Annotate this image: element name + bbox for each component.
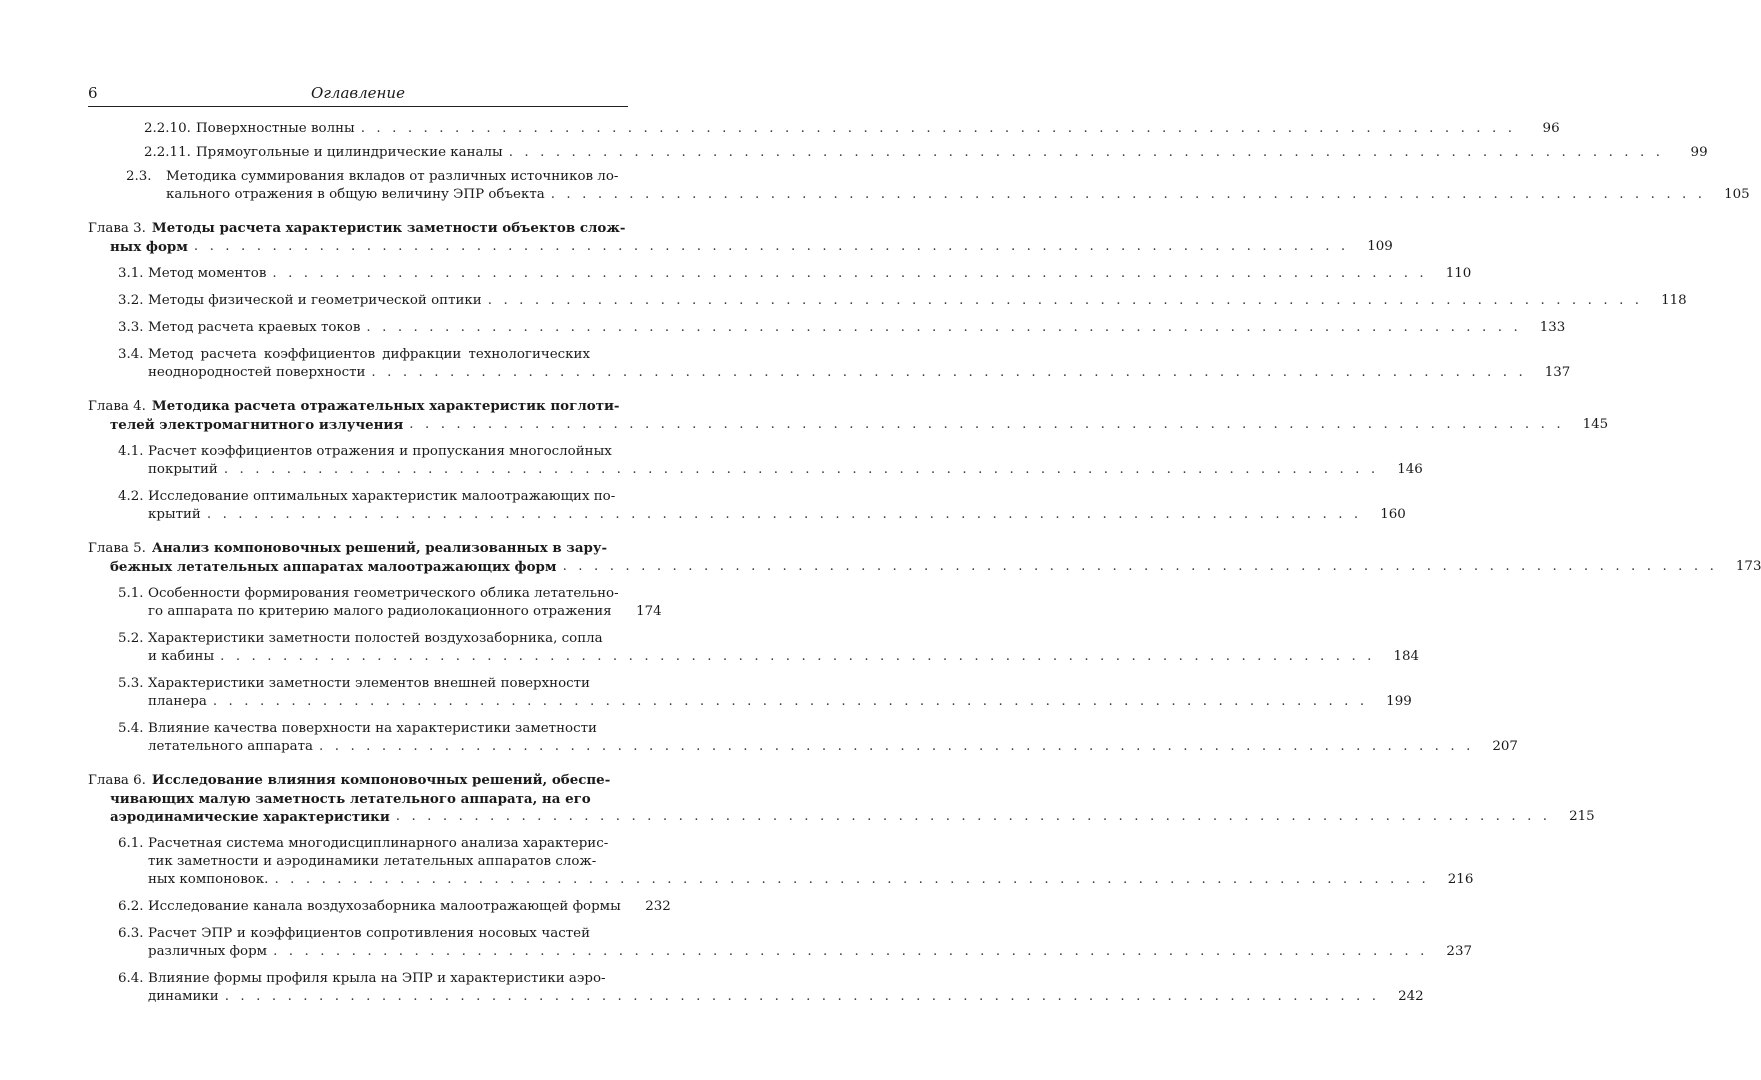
entry-line: Исследование оптимальных характеристик малоотражающих по-	[148, 489, 616, 504]
entry-title: ных форм	[110, 239, 188, 255]
leader-dots: . . . . . . . . . . . . . . . . . . . . . . . . . . . . . . . . . . . . . . . . . . . . . . . . . . . . . . . . . . . . . . . . . . . . . . . . . .	[193, 239, 1349, 254]
entry-last-line	[148, 319, 1566, 337]
entry-page[interactable]: 216	[1447, 872, 1474, 887]
entry-line	[88, 219, 628, 238]
entry-number: 6.2.	[118, 899, 144, 914]
entry-page[interactable]: 99	[1690, 145, 1708, 160]
entry-page[interactable]: 184	[1393, 649, 1420, 664]
entry-last-line	[196, 144, 1708, 162]
entry-title: различных форм	[148, 944, 268, 959]
entry-title: неоднородностей поверхности	[148, 365, 366, 380]
entry-number: 3.4.	[118, 347, 144, 362]
entry-page[interactable]: 109	[1367, 239, 1393, 254]
entry-line: чивающих малую заметность летательного аппарата, на его	[110, 791, 591, 807]
leader-dots: . . . . . . . . . . . . . . . . . . . . . . . . . . . . . . . . . . . . . . . . . . . . . . . . . . . . . . . . . . . . . . . . . . . . . . . . . .	[562, 559, 1718, 574]
chapter-entry[interactable]	[88, 397, 1609, 434]
entry-last-line	[148, 871, 1474, 889]
toc-entry[interactable]	[88, 898, 671, 916]
toc-entry[interactable]	[88, 120, 1560, 138]
entry-line	[88, 539, 628, 558]
leader-dots: . . . . . . . . . . . . . . . . . . . . . . . . . . . . . . . . . . . . . . . . . . . . . . . . . . . . . . . . . . . . . . . . . . . . . . . . . .	[274, 872, 1430, 887]
leader-dots: . . . . . . . . . . . . . . . . . . . . . . . . . . . . . . . . . . . . . . . . . . . . . . . . . . . . . . . . . . . . . . . . . . . . . . . . . .	[508, 145, 1664, 160]
leader-dots: . . . . . . . . . . . . . . . . . . . . . . . . . . . . . . . . . . . . . . . . . . . . . . . . . . . . . . . . . . . . . . . . . . . . . . . . . .	[395, 809, 1551, 824]
entry-line: Расчетная система многодисциплинарного анализа характерис-	[148, 836, 609, 851]
chapter-label: Глава 3.	[88, 221, 146, 236]
entry-number: 2.2.11.	[144, 145, 191, 160]
chapter-label: Глава 5.	[88, 541, 146, 556]
entry-number: 4.1.	[118, 444, 144, 459]
entry-number: 6.3.	[118, 926, 144, 941]
leader-dots: . . . . . . . . . . . . . . . . . . . . . . . . . . . . . . . . . . . . . . . . . . . . . . . . . . . . . . . . . . . . . . . . . . . . . . . . . .	[212, 694, 1368, 709]
entry-line: Метод расчета коэффициентов дифракции технологических	[148, 347, 590, 362]
leader-dots: . . . . . . . . . . . . . . . . . . . . . . . . . . . . . . . . . . . . . . . . . . . . . . . . . . . . . . . . . . . . . . . . . . . . . . . . . .	[360, 121, 1516, 136]
leader-dots: . . . . . . . . . . . . . . . . . . . . . . . . . . . . . . . . . . . . . . . . . . . . . . . . . . . . . . . . . . . . . . . . . . . . . . . . . .	[206, 507, 1362, 522]
entry-title: летательного аппарата	[148, 739, 314, 754]
entry-page[interactable]: 232	[645, 899, 671, 914]
entry-line	[88, 397, 628, 416]
entry-number: 2.2.10.	[144, 121, 191, 136]
toc-entry[interactable]	[88, 144, 1708, 162]
entry-line: Расчет коэффициентов отражения и пропускания многослойных	[148, 444, 612, 459]
entry-last-line	[148, 898, 671, 916]
entry-last-line	[110, 238, 1393, 256]
entry-number: 6.4.	[118, 971, 144, 986]
chapter-title: Исследование влияния компоновочных решений, обеспе-	[151, 772, 611, 788]
entry-page[interactable]: 199	[1386, 694, 1412, 709]
leader-dots: . . . . . . . . . . . . . . . . . . . . . . . . . . . . . . . . . . . . . . . . . . . . . . . . . . . . . . . . . . . . . . . . . . . . . . . . . .	[223, 462, 1379, 477]
entry-last-line	[148, 738, 1518, 756]
entry-title: аэродинамические характеристики	[110, 809, 390, 825]
entry-page[interactable]: 160	[1380, 507, 1406, 522]
page-number: 6	[88, 84, 98, 102]
toc-entry[interactable]	[88, 443, 1423, 479]
entry-page[interactable]: 133	[1539, 320, 1566, 335]
entry-last-line	[110, 558, 1761, 576]
entry-number: 4.2.	[118, 489, 144, 504]
entry-last-line	[148, 506, 1406, 524]
toc-entry[interactable]	[88, 835, 1474, 889]
entry-line: Влияние качества поверхности на характеристики заметности	[148, 721, 597, 736]
entry-page[interactable]: 110	[1445, 266, 1472, 281]
entry-number: 5.3.	[118, 676, 144, 691]
leader-dots: . . . . . . . . . . . . . . . . . . . . . . . . . . . . . . . . . . . . . . . . . . . . . . . . . . . . . . . . . . . . . . . . . . . . . . . . . .	[272, 266, 1428, 281]
entry-line: Характеристики заметности полостей воздухозаборника, сопла	[148, 631, 603, 646]
toc-entry[interactable]	[88, 265, 1472, 283]
chapter-entry[interactable]	[88, 539, 1761, 576]
entry-last-line	[148, 265, 1472, 283]
chapter-title: Методика расчета отражательных характеристик поглоти-	[151, 398, 620, 414]
toc-entry[interactable]	[88, 168, 1750, 204]
entry-page[interactable]: 207	[1492, 739, 1518, 754]
entry-line: Особенности формирования геометрического облика летательно-	[148, 586, 619, 601]
toc-entry[interactable]	[88, 720, 1518, 756]
entry-title: планера	[148, 694, 207, 709]
entry-last-line	[148, 364, 1571, 382]
entry-last-line	[148, 292, 1687, 310]
toc-entry[interactable]	[88, 675, 1412, 711]
chapter-title-cont	[88, 558, 1761, 576]
entry-title: бежных летательных аппаратах малоотражающих форм	[110, 559, 557, 575]
toc-entry[interactable]	[88, 970, 1424, 1006]
chapter-title-cont	[88, 790, 1595, 826]
entry-title: крытий	[148, 507, 201, 522]
entry-last-line	[196, 120, 1560, 138]
running-title: Оглавление	[311, 84, 405, 102]
entry-number: 5.2.	[118, 631, 144, 646]
chapter-title: Методы расчета характеристик заметности объектов слож-	[151, 220, 626, 236]
entry-line: Методика суммирования вкладов от различных источников ло-	[166, 169, 619, 184]
toc-entry[interactable]	[88, 488, 1406, 524]
chapter-label: Глава 6.	[88, 773, 146, 788]
page-header	[88, 84, 628, 107]
entry-number: 3.1.	[118, 266, 144, 281]
leader-dots: . . . . . . . . . . . . . . . . . . . . . . . . . . . . . . . . . . . . . . . . . . . . . . . . . . . . . . . . . . . . . . . . . . . . . . . . . .	[220, 649, 1376, 664]
entry-title: телей электромагнитного излучения	[110, 417, 404, 433]
entry-number: 3.3.	[118, 320, 144, 335]
toc-entry[interactable]	[88, 630, 1420, 666]
toc-entry[interactable]	[88, 292, 1687, 310]
chapter-title: Анализ компоновочных решений, реализованных в зару-	[151, 540, 608, 556]
leader-dots: . . . . . . . . . . . . . . . . . . . . . . . . . . . . . . . . . . . . . . . . . . . . . . . . . . . . . . . . . . . . . . . . . . . . . . . . . .	[273, 944, 1428, 959]
entry-title: Метод расчета краевых токов	[148, 320, 361, 335]
leader-dots: . . . . . . . . . . . . . . . . . . . . . . . . . . . . . . . . . . . . . . . . . . . . . . . . . . . . . . . . . . . . . . . . . . . . . . . . . .	[319, 739, 1474, 754]
entry-last-line	[148, 603, 662, 621]
entry-page[interactable]: 242	[1398, 989, 1424, 1004]
entry-number: 5.4.	[118, 721, 144, 736]
entry-title: го аппарата по критерию малого радиолокационного отражения	[148, 604, 612, 619]
leader-dots: . . . . . . . . . . . . . . . . . . . . . . . . . . . . . . . . . . . . . . . . . . . . . . . . . . . . . . . . . . . . . . . . . . . . . . . . . .	[371, 365, 1527, 380]
entry-line: Влияние формы профиля крыла на ЭПР и характеристики аэро-	[148, 971, 606, 986]
entry-last-line	[148, 693, 1412, 711]
entry-number: 5.1.	[118, 586, 144, 601]
entry-page[interactable]: 174	[636, 604, 662, 619]
entry-line: Расчет ЭПР и коэффициентов сопротивления носовых частей	[148, 926, 590, 941]
entry-title: Метод моментов	[148, 266, 267, 281]
leader-dots: . . . . . . . . . . . . . . . . . . . . . . . . . . . . . . . . . . . . . . . . . . . . . . . . . . . . . . . . . . . . . . . . . . . . . . . . . .	[224, 989, 1380, 1004]
entry-title: Прямоугольные и цилиндрические каналы	[196, 145, 503, 160]
entry-title: Методы физической и геометрической оптики	[148, 293, 482, 308]
entry-page[interactable]: 96	[1542, 121, 1560, 136]
entry-title: Поверхностные волны	[196, 121, 355, 136]
chapter-entry[interactable]	[88, 219, 1393, 256]
entry-line: тик заметности и аэродинамики летательных аппаратов слож-	[148, 854, 597, 869]
entry-line	[88, 771, 628, 790]
chapter-entry[interactable]	[88, 771, 1595, 826]
leader-dots: . . . . . . . . . . . . . . . . . . . . . . . . . . . . . . . . . . . . . . . . . . . . . . . . . . . . . . . . . . . . . . . . . . . . . . . . . .	[550, 187, 1706, 202]
entry-number: 3.2.	[118, 293, 144, 308]
entry-title: кального отражения в общую величину ЭПР объекта	[166, 187, 545, 202]
entry-number: 6.1.	[118, 836, 144, 851]
entry-title: ных компоновок.	[148, 872, 269, 887]
entry-page[interactable]: 137	[1544, 365, 1571, 380]
entry-page[interactable]: 173	[1735, 559, 1761, 574]
entry-page[interactable]: 118	[1661, 293, 1687, 308]
toc-entry[interactable]	[88, 346, 1571, 382]
entry-last-line	[148, 943, 1472, 961]
entry-last-line	[110, 808, 1595, 826]
toc-entry[interactable]	[88, 585, 662, 621]
entry-last-line	[166, 186, 1750, 204]
entry-last-line	[148, 461, 1423, 479]
entry-last-line	[148, 988, 1424, 1006]
entry-title: покрытий	[148, 462, 218, 477]
leader-dots: . . . . . . . . . . . . . . . . . . . . . . . . . . . . . . . . . . . . . . . . . . . . . . . . . . . . . . . . . . . . . . . . . . . . . . . . . .	[487, 293, 1643, 308]
chapter-title-cont	[88, 416, 1609, 434]
chapter-label: Глава 4.	[88, 399, 146, 414]
chapter-title-cont	[88, 238, 1393, 256]
leader-dots: . . . . . . . . . . . . . . . . . . . . . . . . . . . . . . . . . . . . . . . . . . . . . . . . . . . . . . . . . . . . . . . . . . . . . . . . . .	[366, 320, 1522, 335]
entry-title: и кабины	[148, 649, 215, 664]
entry-page[interactable]: 146	[1397, 462, 1423, 477]
entry-title: динамики	[148, 989, 219, 1004]
leader-dots: . . . . . . . . . . . . . . . . . . . . . . . . . . . . . . . . . . . . . . . . . . . . . . . . . . . . . . . . . . . . . . . . . . . . . . . . . .	[409, 417, 1565, 432]
entry-number: 2.3.	[126, 169, 152, 184]
toc-entry[interactable]	[88, 925, 1472, 961]
entry-last-line	[110, 416, 1609, 434]
entry-page[interactable]: 215	[1569, 809, 1595, 824]
entry-line: Характеристики заметности элементов внешней поверхности	[148, 676, 590, 691]
entry-last-line	[148, 648, 1420, 666]
table-of-contents	[88, 120, 1761, 1015]
toc-entry[interactable]	[88, 319, 1566, 337]
entry-title: Исследование канала воздухозаборника малоотражающей формы	[148, 899, 621, 914]
entry-page[interactable]: 145	[1582, 417, 1609, 432]
entry-page[interactable]: 105	[1724, 187, 1750, 202]
entry-page[interactable]: 237	[1446, 944, 1472, 959]
